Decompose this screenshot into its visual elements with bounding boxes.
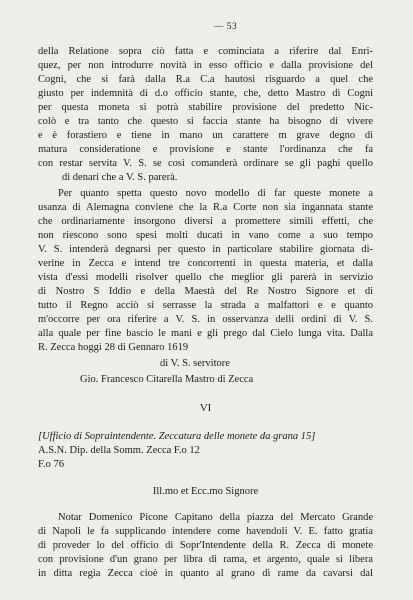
text-line: che ordinariamente insorgono diversi a promettere simili effetti, che [38, 216, 373, 227]
text-line: della Relatione sopra ciò fatta e cominciata a riferire dal Enri- [38, 46, 373, 57]
text-line: m'occorre per ora riferire a V. S. in osservanza delli ordini di V. S. [38, 314, 373, 325]
text-line: non riescono sono spesi molti ducati in vano come a suo tempo [38, 230, 373, 241]
signature-name: Gio. Francesco Citarella Mastro di Zecca [80, 374, 254, 385]
text-line: Cogni, che si farà dalla R.a C.a hautosi risguardo a quel che [38, 74, 373, 85]
signature-closing: di V. S. servitore [160, 358, 230, 369]
archive-reference: A.S.N. Dip. della Somm. Zecca F.o 12 [38, 445, 200, 456]
salutation: Ill.mo et Ecc.mo Signore [152, 486, 259, 497]
text-line: tutto il Regno acciò si serrasse la strada a malfattori e e quanto [38, 300, 373, 311]
text-line: e è forastiero e tiene in mano un carattere m grave degno di [38, 130, 373, 141]
text-line: V. S. intenderà degnarsi per questo in particolare stabilire giornata di- [38, 244, 373, 255]
text-line: colò e tra tanto che questo si faccia stante ha bisogno di vivere [38, 116, 373, 127]
text-line: quez, per non introdurre novità in esso officio e dalla provisione del [38, 60, 373, 71]
text-line: in ditta regia Zecca cioè in quanto al grano di rame da cavarsi dal [38, 568, 373, 579]
text-line: Notar Domenico Picone Capitano della piazza del Mercato Grande [58, 512, 373, 523]
text-line: Per quanto spetta questo novo modello di far queste monete a [58, 188, 373, 199]
text-line: per questa moneta si potrà stabilire provisione del predetto Nic- [38, 102, 373, 113]
text-line: alla quale per fine bascio le mani e gli prego dal Cielo lunga vita. Dalla [38, 328, 373, 339]
text-line: R. Zecca hoggi 28 di Gennaro 1619 [38, 342, 189, 353]
text-line: con restar servita V. S. se così comanderà ordinare se gli paghi quello [38, 158, 373, 169]
text-line: di Napoli le fa supplicando intendere come havendoli V. E. fatto gratia [38, 526, 373, 537]
folio-reference: F.o 76 [38, 459, 64, 470]
text-line: di denari che a V. S. parerà. [62, 172, 178, 183]
page-number: — 53 [213, 22, 238, 32]
section-number: VI [199, 402, 212, 414]
text-line: giusto per indemnità di d.o officio stante, che, detto Mastro di Cogni [38, 88, 373, 99]
text-line: usanza di Alemagna conviene che la R.a Corte non sia ingannata stante [38, 202, 373, 213]
text-line: vista d'essi modelli risolver quello che meglior gli parerà in servizio [38, 272, 373, 283]
text-line: con provisione d'un grano per libra di rama, et argento, quale si libera [38, 554, 373, 565]
text-line: di proveder lo del officio di Sopr'Intendente della R. Zecca di monete [38, 540, 373, 551]
text-line: di Nostro S Iddio e della Maestà del Re Nostro Signore et di [38, 286, 373, 297]
text-line: verine in Zecca e intend tre concorrenti in questa materia, et dalla [38, 258, 373, 269]
text-line: matura consideratione e provisione e stante l'ordinanza che fa [38, 144, 373, 155]
document-caption: [Ufficio di Sopraintendente. Zeccatura delle monete da grana 15] [38, 431, 316, 442]
